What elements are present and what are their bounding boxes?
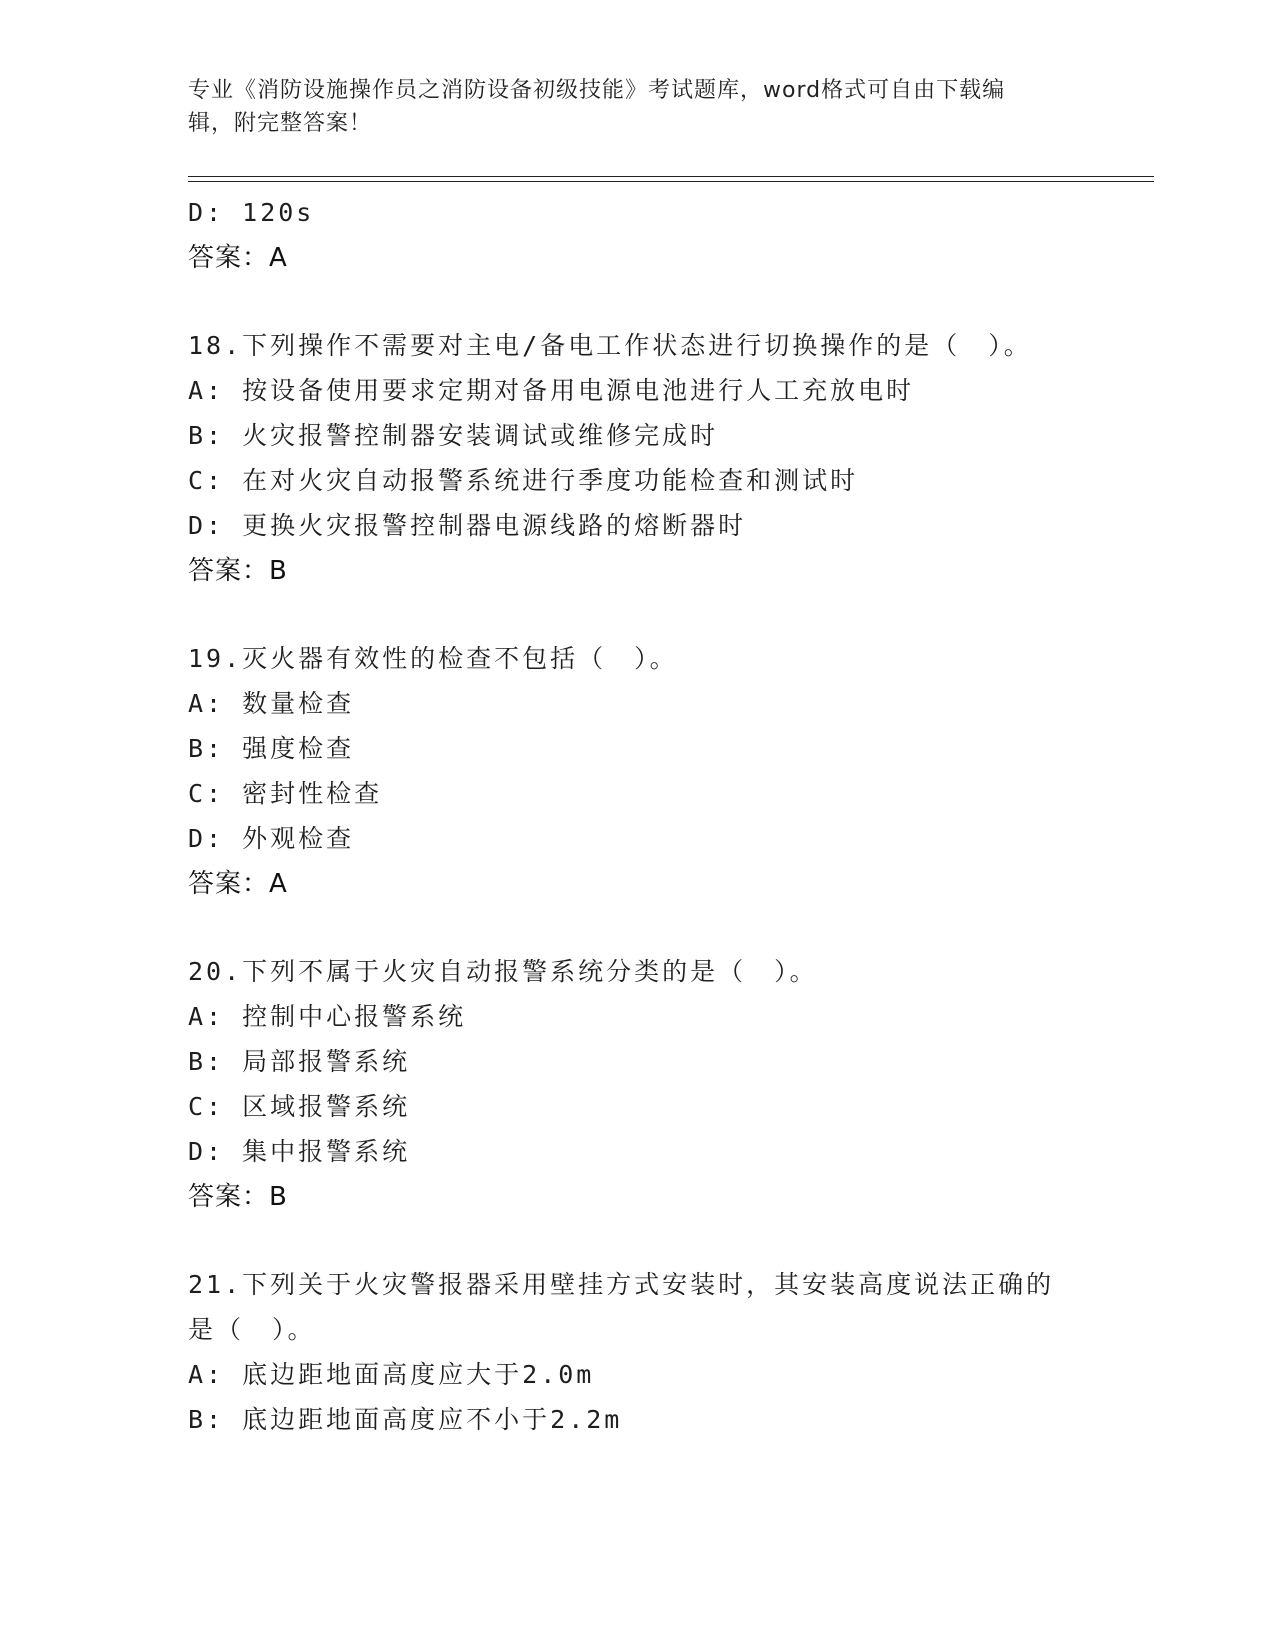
option-c: C: 密封性检查 <box>188 779 383 808</box>
question-list <box>188 190 1148 1442</box>
option-b: B: 火灾报警控制器安装调试或维修完成时 <box>188 421 719 450</box>
option-d: D: 外观检查 <box>188 824 355 853</box>
option-d: D: 集中报警系统 <box>188 1137 411 1166</box>
question-19 <box>188 636 1148 907</box>
option-a: A: 控制中心报警系统 <box>188 1002 467 1031</box>
option-a: A: 按设备使用要求定期对备用电源电池进行人工充放电时 <box>188 376 915 405</box>
option-c: C: 在对火灾自动报警系统进行季度功能检查和测试时 <box>188 466 859 495</box>
header-line-2: 辑，附完整答案！ <box>188 111 373 136</box>
header-divider-top <box>188 176 1154 177</box>
option-c: C: 区域报警系统 <box>188 1092 411 1121</box>
question-21 <box>188 1262 1148 1442</box>
prev-answer: 答案：A <box>188 243 288 273</box>
question-stem-line-1: 21.下列关于火灾警报器采用壁挂方式安装时，其安装高度说法正确的 <box>188 1270 1055 1299</box>
option-d: D: 更换火灾报警控制器电源线路的熔断器时 <box>188 511 747 540</box>
option-b: B: 底边距地面高度应不小于2.2m <box>188 1405 623 1434</box>
option-b: B: 强度检查 <box>188 734 355 763</box>
answer: 答案：B <box>188 556 288 586</box>
header-divider-bottom <box>188 181 1154 182</box>
question-18 <box>188 323 1148 594</box>
question-stem: 20.下列不属于火灾自动报警系统分类的是（ ）。 <box>188 957 818 986</box>
answer: 答案：B <box>188 1182 288 1212</box>
question-stem: 18.下列操作不需要对主电/备电工作状态进行切换操作的是（ ）。 <box>188 331 1032 360</box>
header-line-1: 专业《消防设施操作员之消防设备初级技能》考试题库，word格式可自由下载编 <box>188 78 1006 103</box>
answer: 答案：A <box>188 869 288 899</box>
option-b: B: 局部报警系统 <box>188 1047 411 1076</box>
question-stem: 19.灭火器有效性的检查不包括（ ）。 <box>188 644 678 673</box>
prev-option-d: D: 120s <box>188 198 315 227</box>
option-a: A: 数量检查 <box>188 689 355 718</box>
option-a: A: 底边距地面高度应大于2.0m <box>188 1360 595 1389</box>
question-stem-line-2: 是（ ）。 <box>188 1315 316 1344</box>
question-20 <box>188 949 1148 1220</box>
document-header <box>188 74 1088 140</box>
